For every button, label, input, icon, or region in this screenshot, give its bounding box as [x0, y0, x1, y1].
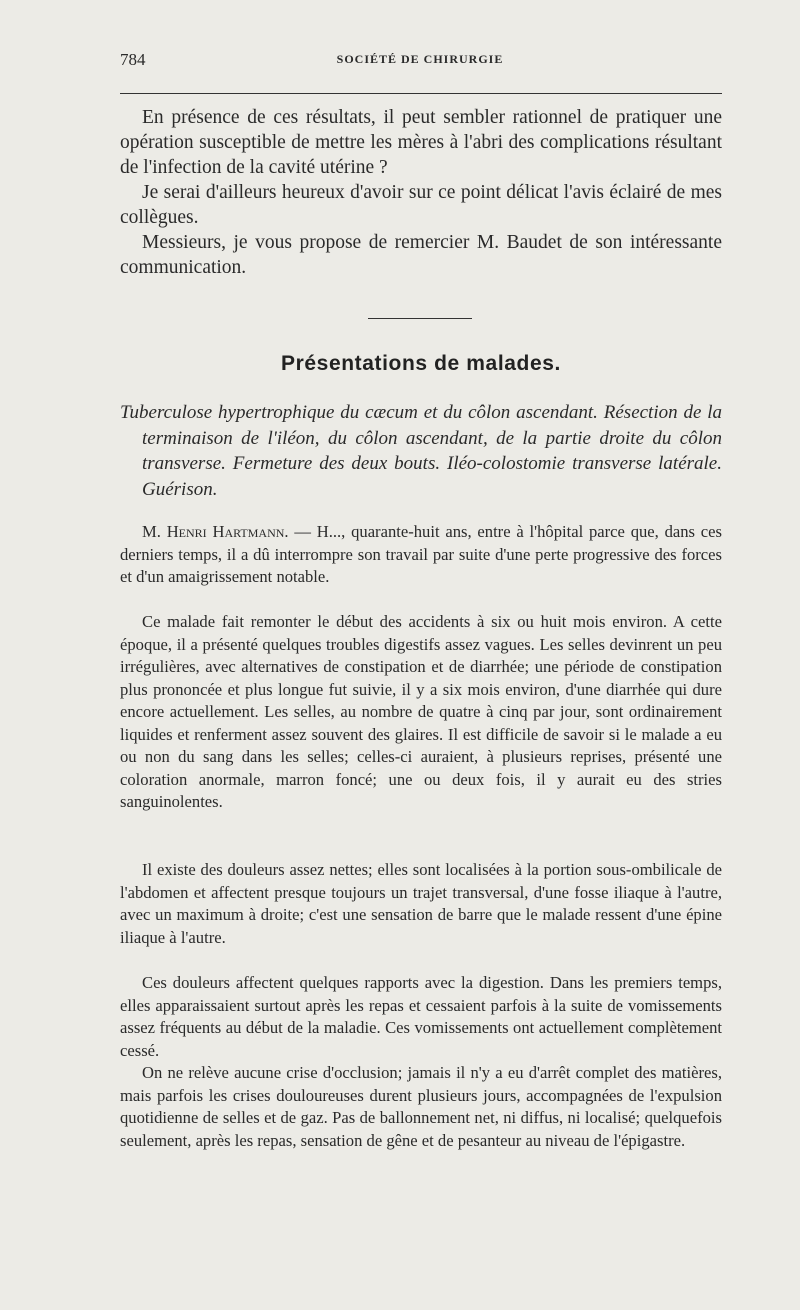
report-paragraph-1 [120, 521, 722, 589]
intro-paragraph-1: En présence de ces résultats, il peut sembler rationnel de pratiquer une opération susceptible de mettre les mères à l'abri des complications résultant de l'infection de la cavité utérine ? [120, 107, 722, 178]
report-paragraph-1-text: — H..., quarante-huit ans, entre à l'hôpital parce que, dans ces derniers temps, il a dû interrompre son travail par suite d'une perte progressive des forces et d'un amaigrissement notable. [120, 522, 722, 586]
intro-paragraph-3: Messieurs, je vous propose de remercier M. Baudet de son intéressante communication. [120, 232, 722, 278]
page-number: 784 [120, 50, 146, 69]
section-title: Présentations de malades. [281, 352, 561, 375]
case-title: Tuberculose hypertrophique du cæcum et du côlon ascendant. Résection de la terminaison de l'iléon, du côlon ascendant, de la partie droite du côlon transverse. Fermeture des deux bouts. Iléo-colostomie transverse latérale. Guérison. [120, 402, 722, 500]
section-separator [368, 318, 472, 319]
report-paragraph-3: Il existe des douleurs assez nettes; elles sont localisées à la portion sous-ombilicale de l'abdomen et affectent presque toujours un trajet transversal, d'une fosse iliaque à l'autre, avec un maximum à droite; c'est une sensation de barre que le malade ressent d'une épine iliaque à l'autre. [120, 860, 722, 947]
intro-paragraph-2: Je serai d'ailleurs heureux d'avoir sur ce point délicat l'avis éclairé de mes collègues. [120, 182, 722, 228]
report-paragraph-2: Ce malade fait remonter le début des accidents à six ou huit mois environ. A cette époque, il a présenté quelques troubles digestifs assez vagues. Les selles devinrent un peu irrégulières, avec alternatives de constipation et de diarrhée; une période de constipation plus prononcée et plus longue fut suivie, il y a six mois environ, d'une diarrhée qui dure encore actuellement. Les selles, au nombre de quatre à cinq par jour, sont ordinairement liquides et renferment assez souvent des glaires. Il est difficile de savoir si le malade a eu ou non du sang dans les selles; celles-ci auraient, à plusieurs reprises, présenté une coloration anormale, marron foncé; une ou deux fois, il y aurait eu des stries sanguinolentes. [120, 612, 722, 811]
running-title: SOCIÉTÉ DE CHIRURGIE [336, 52, 504, 66]
author-prefix: M. [142, 522, 167, 541]
page-header [120, 50, 720, 72]
author-name: Henri Hartmann. [166, 522, 289, 541]
report-paragraph-4: Ces douleurs affectent quelques rapports avec la digestion. Dans les premiers temps, elles apparaissaient surtout après les repas et cessaient parfois à la suite de vomissements assez fréquents au début de la maladie. Ces vomissements ont actuellement complètement cessé. [120, 973, 722, 1060]
header-rule [120, 93, 722, 94]
report-paragraph-5: On ne relève aucune crise d'occlusion; jamais il n'y a eu d'arrêt complet des matières, mais parfois les crises douloureuses durent plusieurs jours, accompagnées de l'expulsion quotidienne de selles et de gaz. Pas de ballonnement net, ni diffus, ni localisé; quelquefois seulement, après les repas, sensation de gêne et de pesanteur au niveau de l'épigastre. [120, 1063, 722, 1150]
